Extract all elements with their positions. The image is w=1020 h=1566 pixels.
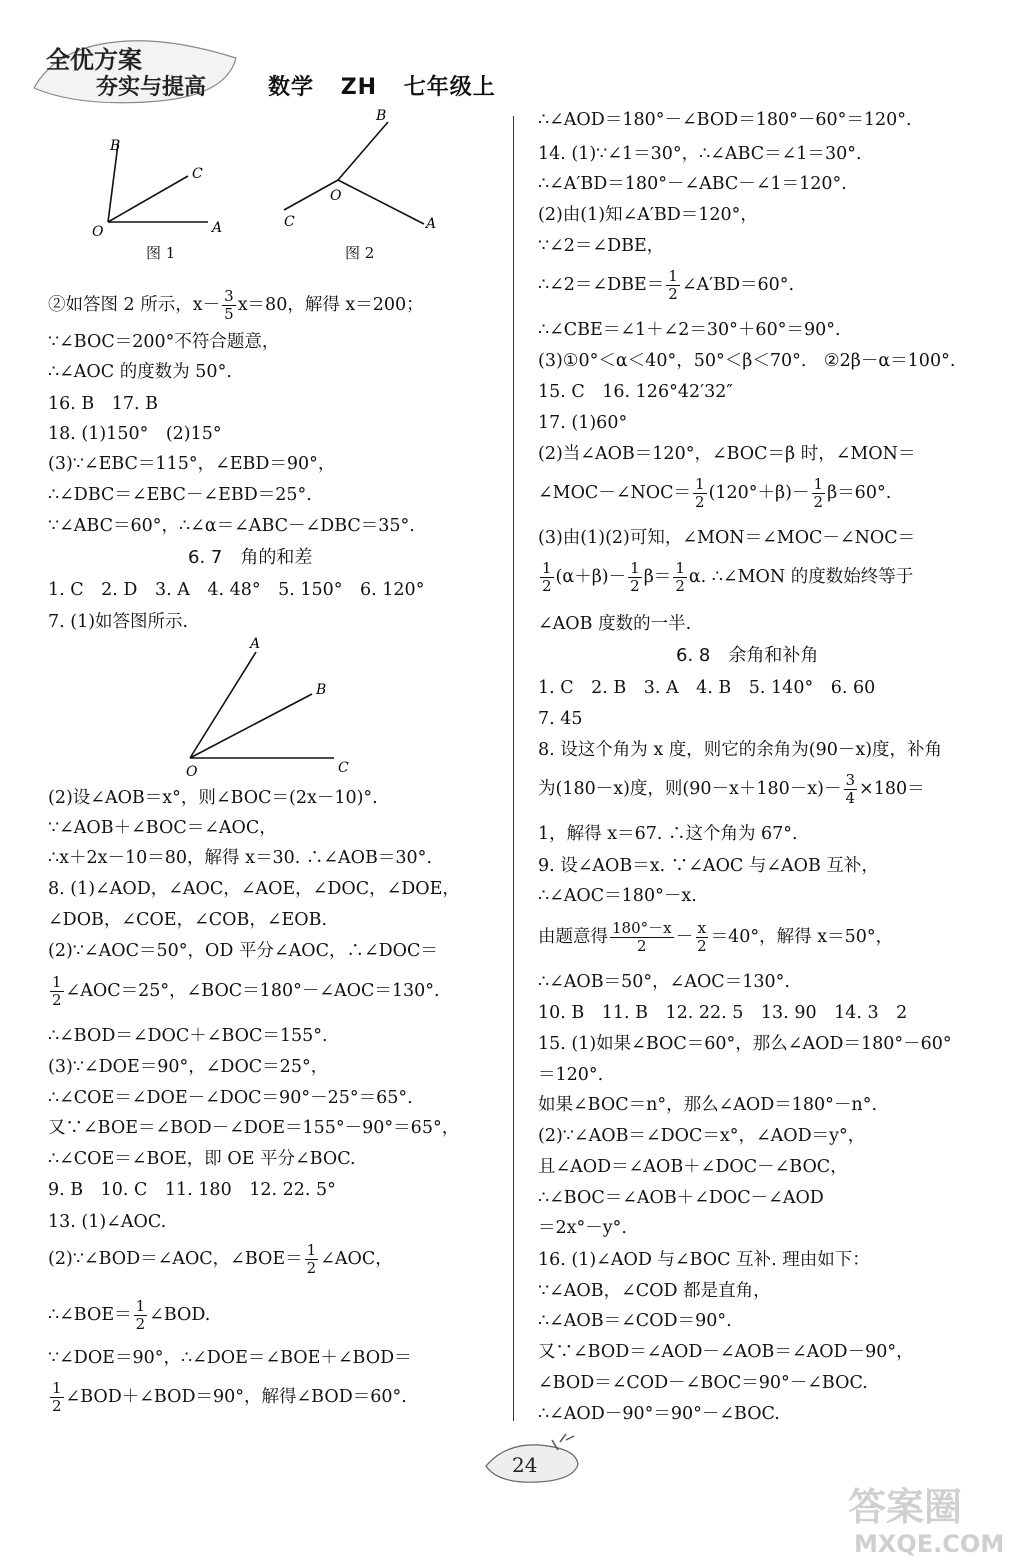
- right-line-29: (2)∵∠AOB＝∠DOC＝x°，∠AOD＝y°，: [538, 1126, 866, 1146]
- left-line-23: 9. B 10. C 11. 180 12. 22. 5°: [48, 1180, 336, 1200]
- right-line-22: ∴∠AOC＝180°－x.: [538, 886, 697, 906]
- left-line-2: ∵∠BOC＝200°不符合题意，: [48, 332, 280, 352]
- left-line-1: ②如答图 2 所示，x－ $\frac{3}{5}$ x＝80，解得 x＝200；: [48, 287, 424, 323]
- header-edition: ZH: [340, 75, 378, 100]
- right-line-10: 17. (1)60°: [538, 413, 628, 433]
- left-line-13: ∴x＋2x－10＝80，解得 x＝30. ∴∠AOB＝30°.: [48, 848, 432, 868]
- left-line-15: ∠DOB，∠COE，∠COB，∠EOB.: [48, 910, 328, 930]
- logo-line2: 夯实与提高: [96, 75, 207, 100]
- watermark-top: 答案圈: [848, 1485, 963, 1529]
- page-header: [268, 70, 514, 101]
- left-line-7: ∴∠DBC＝∠EBC－∠EBD＝25°.: [48, 485, 312, 505]
- right-line-1: ∴∠AOD＝180°－∠BOD＝180°－60°＝120°.: [538, 110, 912, 130]
- left-line-25: (2)∵∠BOD＝∠AOC，∠BOE＝ $\frac{1}{2}$ ∠AOC，: [48, 1241, 393, 1277]
- left-line-5: 18. (1)150° (2)15°: [48, 424, 222, 444]
- left-line-14: 8. (1)∠AOD，∠AOC，∠AOE，∠DOC，∠DOE，: [48, 879, 460, 899]
- left-line-9: 1. C 2. D 3. A 4. 48° 5. 150° 6. 120°: [48, 580, 425, 600]
- right-line-36: 又∵∠BOD＝∠AOD－∠AOB＝∠AOD－90°，: [538, 1342, 914, 1362]
- logo-line1: 全优方案: [46, 46, 142, 74]
- right-line-19: 为(180－x)度，则(90－x＋180－x)－ $\frac{3}{4}$ ×180＝: [538, 771, 925, 807]
- fig1-label-o: O: [92, 224, 104, 240]
- left-line-6: (3)∵∠EBC＝115°，∠EBD＝90°，: [48, 454, 336, 474]
- figure-2: [284, 108, 436, 232]
- left-line-19: (3)∵∠DOE＝90°，∠DOC＝25°，: [48, 1057, 329, 1077]
- right-line-26: 15. (1)如果∠BOC＝60°，那么∠AOD＝180°－60°: [538, 1034, 952, 1054]
- right-line-20: 1，解得 x＝67. ∴这个角为 67°.: [538, 824, 798, 844]
- fig2-label-o: O: [330, 188, 342, 204]
- right-line-16: 1. C 2. B 3. A 4. B 5. 140° 6. 60: [538, 678, 876, 698]
- right-line-13: (3)由(1)(2)可知，∠MON＝∠MOC－∠NOC＝: [538, 528, 916, 548]
- section-6-8-title: 6. 8 余角和补角: [676, 645, 819, 666]
- right-line-38: ∴∠AOD－90°＝90°－∠BOC.: [538, 1404, 780, 1424]
- fig1-caption: 图 1: [146, 244, 176, 262]
- right-line-6: ∴∠2＝∠DBE＝ $\frac{1}{2}$ ∠A′BD＝60°.: [538, 267, 795, 303]
- right-line-14: $\frac{1}{2}$ (α＋β)－ $\frac{1}{2}$ β＝ $\frac{1}{2}$ α. ∴∠MON 的度数始终等于: [542, 559, 914, 595]
- fig3-label-a: A: [250, 636, 261, 652]
- right-line-4: (2)由(1)知∠A′BD＝120°，: [538, 205, 758, 225]
- right-line-27: ＝120°.: [538, 1065, 604, 1085]
- fig2-label-a: A: [426, 216, 437, 232]
- page-number-badge: [478, 1430, 588, 1490]
- right-line-2: 14. (1)∵∠1＝30°，∴∠ABC＝∠1＝30°.: [538, 144, 862, 164]
- watermark-logo: [840, 1478, 1010, 1558]
- right-line-5: ∵∠2＝∠DBE，: [538, 236, 665, 256]
- right-line-37: ∠BOD＝∠COD－∠BOC＝90°－∠BOC.: [538, 1373, 868, 1393]
- right-line-31: ∴∠BOC＝∠AOB＋∠DOC－∠AOD: [538, 1188, 824, 1208]
- section-6-7-title: 6. 7 角的和差: [188, 547, 313, 568]
- fig2-caption: 图 2: [345, 244, 375, 262]
- right-line-12: ∠MOC－∠NOC＝ $\frac{1}{2}$ (120°＋β)－ $\frac{1}{2}$ β＝60°.: [538, 475, 892, 511]
- right-line-32: ＝2x°－y°.: [538, 1218, 627, 1238]
- right-line-24: ∴∠AOB＝50°，∠AOC＝130°.: [538, 972, 790, 992]
- right-line-28: 如果∠BOC＝n°，那么∠AOD＝180°－n°.: [538, 1095, 878, 1115]
- left-line-26: ∴∠BOE＝ $\frac{1}{2}$ ∠BOD.: [48, 1297, 211, 1333]
- right-line-33: 16. (1)∠AOD 与∠BOC 互补. 理由如下：: [538, 1250, 870, 1270]
- right-line-18: 8. 设这个角为 x 度，则它的余角为(90－x)度，补角: [538, 740, 943, 760]
- right-line-35: ∴∠AOB＝∠COD＝90°.: [538, 1311, 732, 1331]
- left-line-8: ∵∠ABC＝60°，∴∠α＝∠ABC－∠DBC＝35°.: [48, 516, 415, 536]
- watermark-bottom: MXQE.COM: [854, 1530, 1005, 1558]
- left-line-24: 13. (1)∠AOC.: [48, 1212, 167, 1232]
- fig2-label-c: C: [284, 214, 295, 230]
- fig2-label-b: B: [376, 108, 387, 124]
- right-line-3: ∴∠A′BD＝180°－∠ABC－∠1＝120°.: [538, 174, 847, 194]
- right-line-30: 且∠AOD＝∠AOB＋∠DOC－∠BOC，: [538, 1157, 848, 1177]
- left-line-18: ∴∠BOD＝∠DOC＋∠BOC＝155°.: [48, 1026, 328, 1046]
- left-line-12: ∵∠AOB＋∠BOC＝∠AOC，: [48, 818, 277, 838]
- left-line-28: $\frac{1}{2}$ ∠BOD＋∠BOD＝90°，解得∠BOD＝60°.: [52, 1379, 407, 1415]
- right-line-15: ∠AOB 度数的一半.: [538, 614, 692, 634]
- fig1-label-b: B: [110, 138, 121, 154]
- right-line-11: (2)当∠AOB＝120°，∠BOC＝β 时，∠MON＝: [538, 444, 916, 464]
- figure-1: [92, 138, 222, 240]
- left-line-11: (2)设∠AOB＝x°，则∠BOC＝(2x－10)°.: [48, 788, 378, 808]
- right-line-34: ∵∠AOB，∠COD 都是直角，: [538, 1281, 771, 1301]
- left-line-22: ∴∠COE＝∠BOE，即 OE 平分∠BOC.: [48, 1149, 356, 1169]
- left-line-16: (2)∵∠AOC＝50°，OD 平分∠AOC，∴∠DOC＝: [48, 941, 438, 961]
- page-number: 24: [512, 1453, 538, 1477]
- left-line-4: 16. B 17. B: [48, 394, 159, 414]
- right-line-8: (3)①0°＜α＜40°，50°＜β＜70°. ②2β－α＝100°.: [538, 351, 956, 371]
- header-grade: 七年级上: [403, 75, 496, 100]
- right-line-25: 10. B 11. B 12. 22. 5 13. 90 14. 3 2: [538, 1003, 908, 1023]
- right-line-23: 由题意得 $\frac{180^\circ-x}{2}$ － $\frac{x}{2}$ ＝40°，解得 x＝50°，: [538, 919, 894, 955]
- left-line-27: ∵∠DOE＝90°，∴∠DOE＝∠BOE＋∠BOD＝: [48, 1348, 412, 1368]
- header-subject: 数学: [268, 75, 315, 100]
- right-line-7: ∴∠CBE＝∠1＋∠2＝30°＋60°＝90°.: [538, 320, 841, 340]
- fig3-label-b: B: [316, 682, 327, 698]
- left-line-17: $\frac{1}{2}$ ∠AOC＝25°，∠BOC＝180°－∠AOC＝130°.: [52, 973, 440, 1009]
- fig1-label-a: A: [212, 220, 223, 236]
- column-divider: [513, 116, 514, 1421]
- figure-3: [178, 636, 368, 782]
- right-line-17: 7. 45: [538, 709, 583, 729]
- right-line-21: 9. 设∠AOB＝x. ∵∠AOC 与∠AOB 互补，: [538, 856, 879, 876]
- left-line-21: 又∵∠BOE＝∠BOD－∠DOE＝155°－90°＝65°，: [48, 1118, 460, 1138]
- left-line-10: 7. (1)如答图所示.: [48, 612, 189, 632]
- right-line-9: 15. C 16. 126°42′32″: [538, 382, 733, 402]
- fig1-label-c: C: [192, 166, 203, 182]
- brand-logo: [26, 28, 246, 108]
- left-line-20: ∴∠COE＝∠DOE－∠DOC＝90°－25°＝65°.: [48, 1088, 413, 1108]
- left-line-3: ∴∠AOC 的度数为 50°.: [48, 362, 232, 382]
- fig3-label-o: O: [186, 764, 198, 780]
- fig3-label-c: C: [338, 760, 349, 776]
